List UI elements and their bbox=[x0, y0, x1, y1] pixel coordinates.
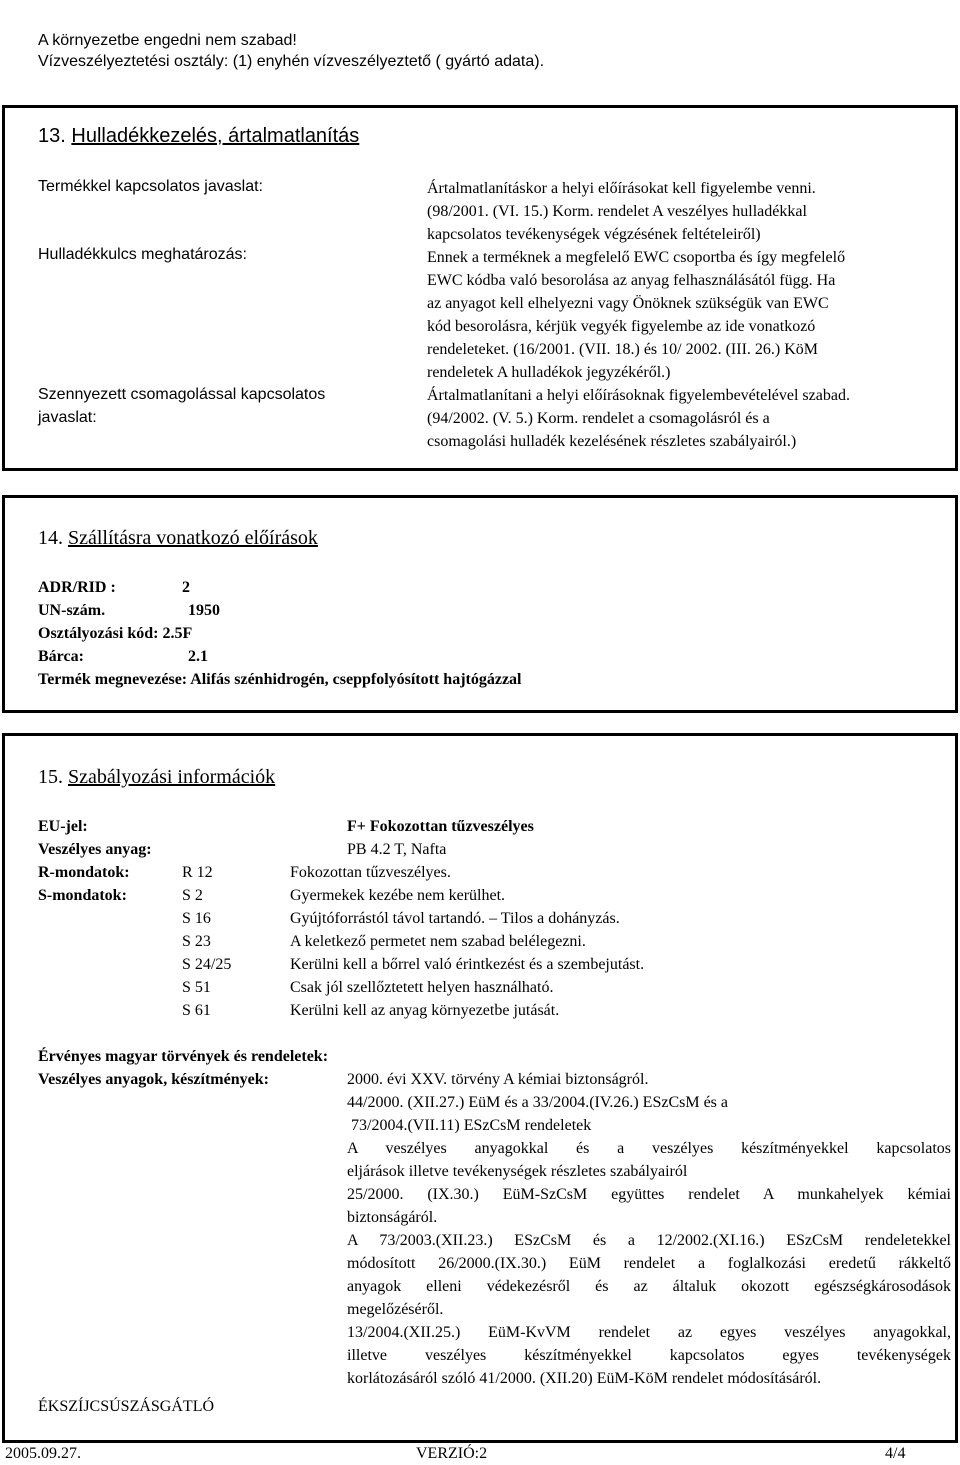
section-13-title: 13. Hulladékkezelés, ártalmatlanítás bbox=[38, 125, 360, 147]
law-line: anyagok elleni védekezésről és az általuk okozott egészségkárosodások bbox=[347, 1278, 951, 1295]
law-line: A 73/2003.(XII.23.) ESzCsM és a 12/2002.(XI.16.) ESzCsM rendeletekkel bbox=[347, 1232, 951, 1249]
laws-first: 2000. évi XXV. törvény A kémiai biztonságról. bbox=[347, 1071, 649, 1088]
r-text: Fokozottan tűzveszélyes. bbox=[290, 864, 451, 881]
s-code: S 23 bbox=[182, 933, 211, 950]
s13-text-line: (98/2001. (VI. 15.) Korm. rendelet A veszélyes hulladékkal bbox=[427, 203, 807, 220]
eu-label: EU-jel: bbox=[38, 818, 88, 835]
law-line: biztonságáról. bbox=[347, 1209, 438, 1226]
section-14-title: 14. Szállításra vonatkozó előírások bbox=[38, 527, 318, 549]
s13-text-line: rendeleteket. (16/2001. (VII. 18.) és 10/ 2002. (III. 26.) KöM bbox=[427, 341, 819, 358]
footer-date: 2005.09.27. bbox=[5, 1445, 81, 1462]
law-line: módosított 26/2000.(IX.30.) EüM rendelet a foglalkozási eredetű rákkeltő bbox=[347, 1255, 951, 1272]
s-code: S 2 bbox=[182, 887, 203, 904]
s13-text-line: kapcsolatos tevékenységek végzésének feltételeiről) bbox=[427, 226, 761, 243]
s-text: Kerülni kell az anyag környezetbe jutását. bbox=[290, 1002, 560, 1019]
s-code: S 16 bbox=[182, 910, 211, 927]
s13-label-product: Termékkel kapcsolatos javaslat: bbox=[38, 178, 263, 195]
s13-text-line: rendeletek A hulladékok jegyzékéről.) bbox=[427, 364, 671, 381]
law-line: 13/2004.(XII.25.) EüM-KvVM rendelet az egyes veszélyes anyagokkal, bbox=[347, 1324, 951, 1341]
s13-text-line: (94/2002. (V. 5.) Korm. rendelet a csomagolásról és a bbox=[427, 410, 770, 427]
law-line: 25/2000. (IX.30.) EüM-SzCsM együttes rendelet A munkahelyek kémiai bbox=[347, 1186, 951, 1203]
law-line: A veszélyes anyagokkal és a veszélyes készítményekkel kapcsolatos bbox=[347, 1140, 951, 1157]
s-code: S 61 bbox=[182, 1002, 211, 1019]
subst-label: Veszélyes anyag: bbox=[38, 841, 152, 858]
un-value: 1950 bbox=[188, 602, 220, 619]
s-text: Kerülni kell a bőrrel való érintkezést és a szembejutást. bbox=[290, 956, 645, 973]
top-notes bbox=[38, 30, 544, 72]
law-line: illetve veszélyes készítményekkel kapcsolatos egyes tevékenységek bbox=[347, 1347, 951, 1364]
s13-text-line: Ártalmatlanításkor a helyi előírásokat kell figyelembe venni. bbox=[427, 180, 816, 197]
laws-label: Veszélyes anyagok, készítmények: bbox=[38, 1071, 269, 1088]
s13-text-line: kód besorolásra, kérjük vegyék figyelembe az ide vonatkozó bbox=[427, 318, 816, 335]
s13-text-line: Ennek a terméknek a megfelelő EWC csoportba és így megfelelő bbox=[427, 249, 846, 266]
s13-text-line: EWC kódba való besorolása az anyag felhasználásától függ. Ha bbox=[427, 272, 836, 289]
s-label: S-mondatok: bbox=[38, 887, 127, 904]
s-code: S 51 bbox=[182, 979, 211, 996]
law-line: korlátozásáról szóló 41/2000. (XII.20) EüM-KöM rendelet módosításáról. bbox=[347, 1370, 822, 1387]
s-text: Gyermekek kezébe nem kerülhet. bbox=[290, 887, 506, 904]
footer-page: 4/4 bbox=[885, 1445, 906, 1462]
top-note-1: A környezetbe engedni nem szabad! bbox=[38, 32, 297, 49]
label-row: Bárca: bbox=[38, 648, 84, 665]
law-line: eljárások illetve tevékenységek részletes szabályairól bbox=[347, 1163, 688, 1180]
adr-value: 2 bbox=[182, 579, 190, 596]
eu-value: F+ Fokozottan tűzveszélyes bbox=[347, 818, 534, 835]
s-code: S 24/25 bbox=[182, 956, 232, 973]
un-label: UN-szám. bbox=[38, 602, 106, 619]
r-label: R-mondatok: bbox=[38, 864, 130, 881]
laws-heading: Érvényes magyar törvények és rendeletek: bbox=[38, 1048, 329, 1065]
footer-version: VERZIÓ:2 bbox=[416, 1445, 488, 1462]
law-line: 73/2004.(VII.11) ESzCsM rendeletek bbox=[347, 1117, 592, 1134]
subst-value: PB 4.2 T, Nafta bbox=[347, 841, 447, 858]
class-code: Osztályozási kód: 2.5F bbox=[38, 625, 193, 642]
s13-text-line: az anyagot kell elhelyezni vagy Önöknek szükségük van EWC bbox=[427, 295, 829, 312]
s13-text-line: Ártalmatlanítani a helyi előírásoknak figyelembevételével szabad. bbox=[427, 387, 850, 404]
r-code: R 12 bbox=[182, 864, 213, 881]
s-text: A keletkező permetet nem szabad belélegezni. bbox=[290, 933, 586, 950]
section-15-title: 15. Szabályozási információk bbox=[38, 766, 276, 788]
law-line: megelőzéséről. bbox=[347, 1301, 444, 1318]
s13-text-block bbox=[427, 177, 937, 453]
product-name-row: Termék megnevezése: Alifás szénhidrogén, cseppfolyósított hajtógázzal bbox=[38, 671, 522, 688]
product-name: ÉKSZÍJCSÚSZÁSGÁTLÓ bbox=[38, 1398, 215, 1415]
s-text: Gyújtóforrástól távol tartandó. – Tilos a dohányzás. bbox=[290, 910, 620, 927]
label-value: 2.1 bbox=[188, 648, 208, 665]
s13-label-waste-key: Hulladékkulcs meghatározás: bbox=[38, 246, 247, 263]
top-note-2: Vízveszélyeztetési osztály: (1) enyhén vízveszélyeztető ( gyártó adata). bbox=[38, 53, 545, 70]
law-line: 44/2000. (XII.27.) EüM és a 33/2004.(IV.26.) ESzCsM és a bbox=[347, 1094, 728, 1111]
s13-text-line: csomagolási hulladék kezelésének részletes szabályairól.) bbox=[427, 433, 797, 450]
adr-label: ADR/RID : bbox=[38, 579, 116, 596]
s-text: Csak jól szellőztetett helyen használható. bbox=[290, 979, 554, 996]
laws-text-block bbox=[347, 1091, 951, 1390]
s13-label-packaging: Szennyezett csomagolással kapcsolatos javaslat: bbox=[38, 386, 326, 426]
